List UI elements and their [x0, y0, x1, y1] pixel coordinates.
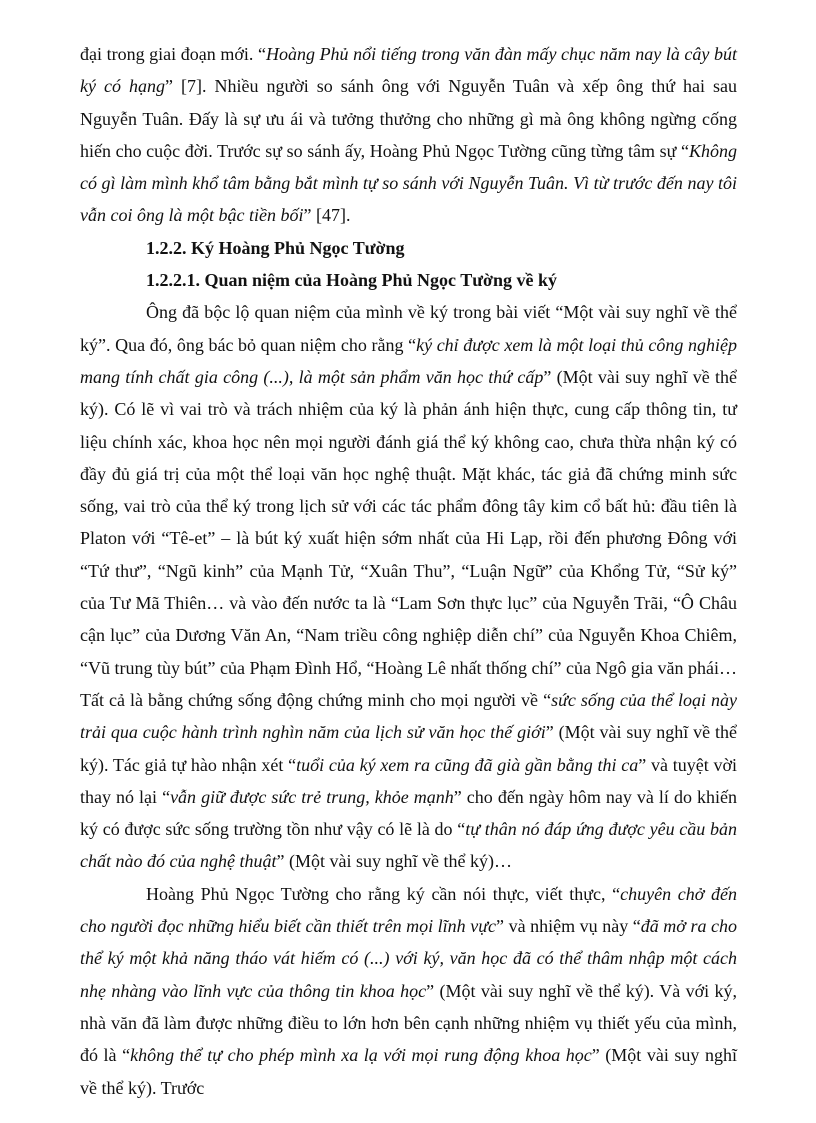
text-run: ” [7]. Nhiều người so sánh ông với Nguyễn Tuân và xếp ông thứ hai sau Nguyễn Tuân. Đấy là sự ưu ái và tưởng thưởng cho những gì mà ông không ngừng cống hiến cho cuộc đời. Trước sự so sánh ấy, Hoàng Phủ Ngọc Tường cũng từng tâm sự “ [80, 76, 738, 161]
section-heading: 1.2.2. Ký Hoàng Phủ Ngọc Tường [146, 237, 405, 258]
text-run: Hoàng Phủ Ngọc Tường cho rằng ký cần nói thực, viết thực, “ [146, 883, 621, 904]
paragraph-concept [80, 296, 737, 877]
paragraph-intro [80, 38, 737, 232]
italic-quote: Hoàng Phủ nổi tiếng trong văn đàn mấy chục năm nay là cây bút ký có hạng [80, 44, 737, 97]
document-page [80, 38, 737, 1104]
text-run: ” [47]. [303, 205, 351, 226]
italic-quote: tự thân nó đáp ứng được yêu cầu bản chất nào đó của nghệ thuật [80, 819, 737, 872]
italic-quote: Không có gì làm mình khổ tâm bằng bắt mình tự so sánh với Nguyễn Tuân. Vì từ trước đến nay tôi vẫn coi ông là một bậc tiền bối [80, 140, 737, 226]
italic-quote: không thể tự cho phép mình xa lạ với mọi rung động khoa học [130, 1045, 592, 1066]
italic-quote: vẫn giữ được sức trẻ trung, khỏe mạnh [170, 786, 454, 807]
text-run: ” (Một vài suy nghĩ về thể ký). Trước [80, 1045, 737, 1098]
italic-quote: ký chỉ được xem là một loại thủ công nghiệp mang tính chất gia công (...), là một sản phẩm văn học thứ cấp [80, 334, 738, 387]
text-run: ” cho đến ngày hôm nay và lí do khiến ký có được sức sống trường tồn như vậy có lẽ là do “ [80, 786, 737, 840]
text-run: ” (Một vài suy nghĩ về thể ký)… [276, 851, 512, 872]
subsection-heading: 1.2.2.1. Quan niệm của Hoàng Phủ Ngọc Tường về ký [146, 270, 557, 291]
text-run: ” (Một vài suy nghĩ về thể ký). Có lẽ vì vai trò và trách nhiệm của ký là phản ánh hiện thực, cung cấp thông tin, tư liệu chính xác, khoa học nên mọi người đánh giá thể ký không cao, chưa thừa nhận ký có đầy đủ giá trị của một thể loại văn học nghệ thuật. Mặt khác, tác giả đã chứng minh sức sống, vai trò của thể ký trong lịch sử với các tác phẩm đông tây kim cổ bất hủ: đầu tiên là Platon với “Tê-et” – là bút ký xuất hiện sớm nhất của Hi Lạp, rồi đến phương Đông với “Tứ thư”, “Ngũ kinh” của Mạnh Tử, “Xuân Thu”, “Luận Ngữ” của Khổng Tử, “Sử ký” của Tư Mã Thiên… và vào đến nước ta là “Lam Sơn thực lục” của Nguyễn Trãi, “Ô Châu cận lục” của Dương Văn An, “Nam triều công nghiệp diễn chí” của Nguyễn Khoa Chiêm, “Vũ trung tùy bút” của Phạm Đình Hổ, “Hoàng Lê nhất thống chí” của Ngô gia văn phái… Tất cả là bằng chứng sống động chứng minh cho mọi người về “ [80, 366, 738, 710]
paragraph-truth [80, 878, 737, 1104]
italic-quote: đã mở ra cho thể ký một khả năng tháo vát hiếm có (...) với ký, văn học đã có thể thâm nhập một cách nhẹ nhàng vào lĩnh vực của thông tin khoa học [80, 916, 737, 1001]
italic-quote: chuyên chở đến cho người đọc những hiểu biết cần thiết trên mọi lĩnh vực [80, 883, 737, 937]
text-run: ” (Một vài suy nghĩ về thể ký). Tác giả tự hào nhận xét “ [80, 722, 738, 775]
text-run: ” và tuyệt vời thay nó lại “ [80, 754, 737, 807]
italic-quote: tuổi của ký xem ra cũng đã già gần bằng thi ca [296, 754, 639, 775]
italic-quote: sức sống của thể loại này trải qua cuộc hành trình nghìn năm của lịch sử văn học thế giới [80, 689, 737, 743]
text-run: đại trong giai đoạn mới. “ [80, 44, 266, 64]
text-run: ” (Một vài suy nghĩ về thể ký). Và với ký, nhà văn đã làm được những điều to lớn hơn bên cạnh những nhiệm vụ thiết yếu của mình, đó là “ [80, 980, 737, 1066]
text-run: Ông đã bộc lộ quan niệm của mình về ký trong bài viết “Một vài suy nghĩ về thể ký”. Qua đó, ông bác bỏ quan niệm cho rằng “ [80, 302, 737, 355]
text-run: ” và nhiệm vụ này “ [496, 916, 641, 937]
